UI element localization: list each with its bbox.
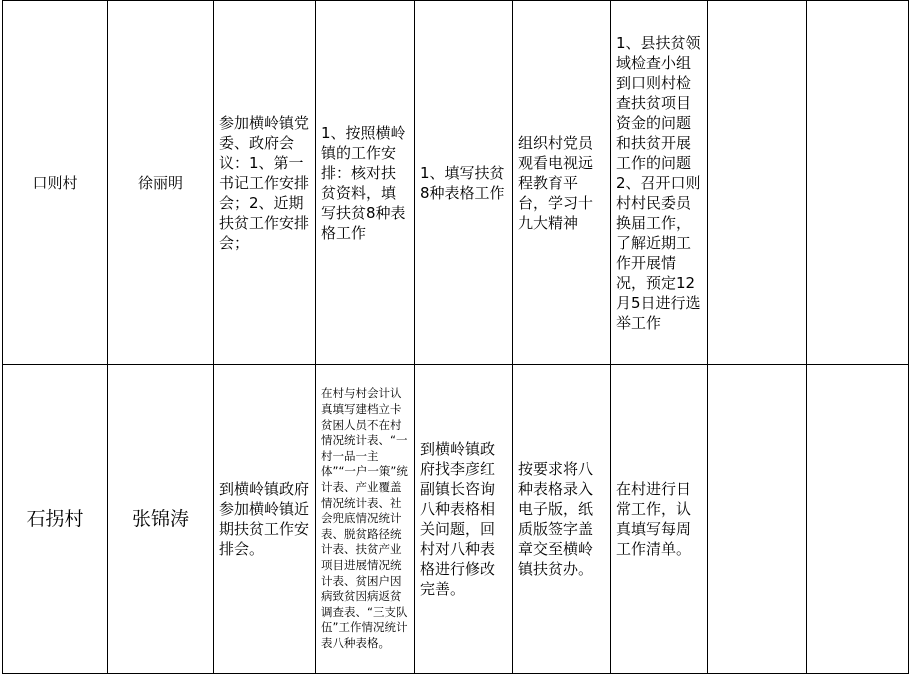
thursday-cell[interactable]: 按要求将八种表格录入电子版，纸质版签字盖章交至横岭镇扶贫办。 — [513, 365, 611, 674]
name-cell[interactable]: 张锦涛 — [108, 365, 214, 674]
name-cell[interactable]: 徐丽明 — [108, 1, 214, 365]
monday-cell[interactable]: 到横岭镇政府参加横岭镇近期扶贫工作安排会。 — [214, 365, 316, 674]
friday-cell[interactable]: 1、县扶贫领域检查小组到口则村检查扶贫项目资金的问题和扶贫开展工作的问题 2、召开口则村村民委员换届工作，了解近期工作开展情况，预定12月5日进行选举工作 — [611, 1, 708, 365]
thursday-cell[interactable]: 组织村党员观看电视远程教育平台，学习十九大精神 — [513, 1, 611, 365]
friday-cell[interactable]: 在村进行日常工作，认真填写每周工作清单。 — [611, 365, 708, 674]
empty-cell[interactable] — [708, 365, 807, 674]
monday-cell[interactable]: 参加横岭镇党委、政府会议：1、第一书记工作安排会；2、近期扶贫工作安排会； — [214, 1, 316, 365]
empty-cell[interactable] — [807, 365, 909, 674]
wednesday-cell[interactable]: 1、填写扶贫8种表格工作 — [415, 1, 513, 365]
tuesday-cell[interactable]: 在村与村会计认真填写建档立卡贫困人员不在村情况统计表、“一村一品一主体”“一户一策”统计表、产业覆盖情况统计表、社会兜底情况统计表、脱贫路径统计表、扶贫产业项目进展情况统计表、贫困户因病致贫因病返贫调查表、“三支队伍”工作情况统计表八种表格。 — [316, 365, 415, 674]
empty-cell[interactable] — [807, 1, 909, 365]
tuesday-cell[interactable]: 1、按照横岭镇的工作安排：核对扶贫资料，填写扶贫8种表格工作 — [316, 1, 415, 365]
wednesday-cell[interactable]: 到横岭镇政府找李彦红副镇长咨询八种表格相关问题，回村对八种表格进行修改完善。 — [415, 365, 513, 674]
village-cell[interactable]: 口则村 — [3, 1, 108, 365]
table-row — [3, 365, 909, 674]
empty-cell[interactable] — [708, 1, 807, 365]
table-row — [3, 1, 909, 365]
village-cell[interactable]: 石拐村 — [3, 365, 108, 674]
work-log-table — [2, 0, 909, 674]
